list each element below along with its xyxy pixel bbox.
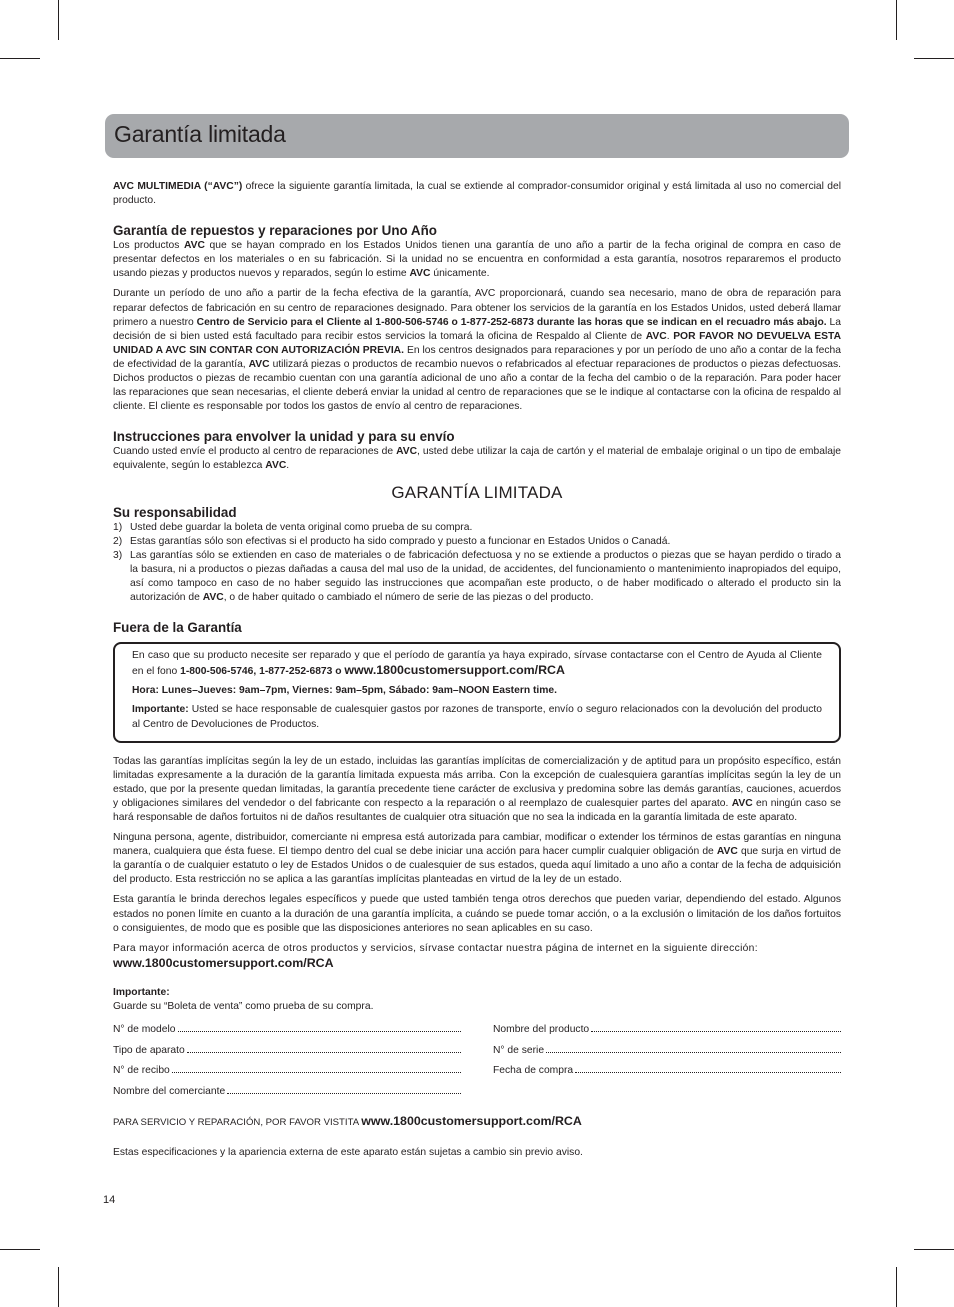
crop-mark-bottom-right-h — [914, 1249, 954, 1250]
responsibility-list — [113, 521, 841, 606]
repairs-paragraph-2: Durante un período de uno año a partir de la fecha efectiva de la garantía, AVC proporcionará, cuando sea necesario, mano de obra de reparación para reparar defectos de fabricación en su centro de reparaciones designado. Para obtener los servicios de la garantía en los Estados Unidos, usted deberá llamar primero a nuestro Centro de Servicio para el Cliente al 1-800-506-5746 o 1-877-252-6873 durante las horas que se indican en el recuadro más abajo. La decisión de si bien usted está facultado para recibir estos servicios la tomará la oficina de Respaldo al Cliente de AVC. POR FAVOR NO DEVUELVA ESTA UNIDAD A AVC SIN CONTAR CON AUTORIZACIÓN PREVIA. En los centros designados para reparaciones y por un período de uno año a contar de la fecha de efectividad de la garantía, AVC utilizará piezas o productos de recambio nuevos o refabricados al efectuar reparaciones de productos o piezas defectuosas. Dichos productos o piezas de recambio cuentan con una garantía adicional de uno año a contar de la fecha del cambio o de la reparación. Para poder hacer las reparaciones que sean necesarias, el cliente deberá enviar la unidad al centro de reparaciones que se le indique al contactarse con la oficina de respaldo al cliente. El cliente es responsable por todos los gastos de envío al centro de reparaciones. — [113, 288, 842, 413]
form-left-column — [113, 1022, 461, 1104]
closing-paragraph-1: Todas las garantías implícitas según la ley de un estado, incluidas las garantías implícitas de comercialización y de aptitud para un propósito específico, están limitadas expresamente a la duración de la garantía limitada expuesta más arriba. Con la excepción de cualesquiera garantías implícitas según la ley de un estado, que por la presente quedan limitadas, la garantía precedente tiene carácter de exclusiva y predomina sobre las demás garantías, cauciones, acuerdos y obligaciones similares del vendedor o del fabricante con respecto a la reparación o al reemplazo de cualesquier partes del aparato. AVC en ningún caso se hará responsable de daños fortuitos ni de daños resultantes de cualquier otra situación que no sea la indicada en la garantía limitada de este aparato. — [113, 755, 841, 823]
intro-paragraph: AVC MULTIMEDIA (“AVC”) ofrece la siguiente garantía limitada, la cual se extiende al comprador-consumidor original y está limitada al uso no comercial del producto. — [113, 181, 841, 207]
list-item: 1) Usted debe guardar la boleta de venta original como prueba de su compra. — [113, 521, 473, 533]
list-item: 3) Las garantías sólo se extienden en caso de materiales o de fabricación defectuosa y no se extiende a productos o piezas que se hayan perdido o tirado a la basura, ni a productos o piezas dañadas a causa del mal uso de la unidad, de accidentes, del funcionamiento o mantenimiento inapropiados del equipo, así como tampoco en caso de no haber seguido las instrucciones que acompañan este producto, o de haber modificado o alterado el producto sin la autorización de AVC, o de haber quitado o cambiado el número de serie de las piezas o del producto. — [113, 549, 841, 604]
crop-mark-top-left-h — [0, 58, 40, 59]
service-line: PARA SERVICIO Y REPARACIÓN, POR FAVOR VISTITA www.1800customersupport.com/RCA — [113, 1114, 582, 1129]
limited-warranty-heading: GARANTÍA LIMITADA — [391, 482, 563, 502]
form-row-product[interactable]: Nombre del producto — [493, 1022, 841, 1043]
list-item: 2) Estas garantías sólo son efectivas si el producto ha sido comprado y puesto a funcionar en Estados Unidos o Canadá. — [113, 535, 671, 547]
closing-paragraph-3: Esta garantía le brinda derechos legales específicos y puede que usted también tenga otros derechos que pueden variar, dependiendo del estado. Algunos estados no ponen límite en cuanto a la duración de una garantía implícita, a cuándo se puede tomar acción, o a la exclusión o limitación de los daños fortuitos o consiguientes, de modo que es posible que las disposiciones anteriores no sean aplicables en su caso. — [113, 894, 841, 934]
purchase-record-form — [113, 1022, 841, 1104]
form-row-date[interactable]: Fecha de compra — [493, 1063, 841, 1084]
closing-paragraph-2: Ninguna persona, agente, distribuidor, comerciante ni empresa está autorizada para cambiar, modificar o extender los términos de estas garantías en ninguna manera, cualquiera que ésta fuese. El tiempo dentro del cual se debe iniciar una acción para hacer cumplir cualquier obligación de AVC que surja en virtud de la garantía o de cualquier estatuto o ley de Estados Unidos o de cualesquier de sus estados, queda aquí limitado a uno año a contar de la fecha de adquisición del producto. Esta restricción no se aplica a las garantías implícitas planteadas en virtud de la ley de un estado. — [113, 832, 841, 886]
page-number: 14 — [103, 1194, 116, 1206]
repairs-heading: Garantía de repuestos y reparaciones por Uno Año — [113, 223, 437, 239]
crop-mark-bottom-right — [896, 1267, 897, 1307]
out-of-warranty-box — [113, 642, 841, 742]
shipping-note: Importante: Usted se hace responsable de cualesquier gastos por razones de transporte, envío o seguro relacionados con la devolución del producto al Centro de Devoluciones de Productos. — [132, 704, 822, 730]
support-link[interactable]: www.1800customersupport.com/RCA — [344, 663, 565, 678]
website-link[interactable]: www.1800customersupport.com/RCA — [113, 955, 334, 970]
record-note: Guarde su “Boleta de venta” como prueba de su compra. — [113, 1001, 374, 1013]
support-contact: En caso que su producto necesite ser reparado y que el período de garantía ya haya expirado, sírvase contactarse con el Centro de Ayuda al Cliente en el fono 1-800-506-5746, 1-877-252-6873 o www.1800customersupport.com/RCA — [132, 650, 822, 678]
responsibility-heading: Su responsabilidad — [113, 504, 237, 520]
form-right-column — [493, 1022, 841, 1104]
record-label: Importante: — [113, 986, 170, 998]
support-hours: Hora: Lunes–Jueves: 9am–7pm, Viernes: 9am–5pm, Sábado: 9am–NOON Eastern time. — [132, 685, 558, 697]
crop-mark-bottom-left-h — [0, 1249, 40, 1250]
form-row-type[interactable]: Tipo de aparato — [113, 1043, 461, 1064]
form-row-serial[interactable]: N° de serie — [493, 1043, 841, 1064]
closing-paragraph-4: Para mayor información acerca de otros productos y servicios, sírvase contactar nuestra página de internet en la siguiente dirección: — [113, 942, 758, 954]
crop-mark-top-left — [58, 0, 59, 40]
form-row-receipt[interactable]: N° de recibo — [113, 1063, 461, 1084]
crop-mark-bottom-left — [58, 1267, 59, 1307]
disclaimer: Estas especificaciones y la apariencia externa de este aparato están sujetas a cambio sin previo aviso. — [113, 1147, 583, 1159]
crop-mark-top-right-h — [914, 58, 954, 59]
service-link[interactable]: www.1800customersupport.com/RCA — [361, 1114, 582, 1129]
repairs-paragraph-1: Los productos AVC que se hayan comprado en los Estados Unidos tienen una garantía de uno año a partir de la fecha original de compra en caso de presentar defectos en los materiales o en su fabricación. Si la unidad no se encuentra en conformidad a esta garantía, nosotros repararemos el producto usando piezas y productos nuevos y reparados, según lo estime AVC únicamente. — [113, 240, 841, 280]
form-row-model[interactable]: N° de modelo — [113, 1022, 461, 1043]
crop-mark-top-right — [896, 0, 897, 40]
page-title: Garantía limitada — [114, 121, 286, 147]
form-row-dealer[interactable]: Nombre del comerciante — [113, 1084, 461, 1105]
document-body — [113, 180, 841, 1160]
out-of-warranty-heading: Fuera de la Garantía — [113, 620, 242, 636]
title-banner — [105, 114, 849, 158]
packing-heading: Instrucciones para envolver la unidad y para su envío — [113, 429, 455, 445]
packing-paragraph: Cuando usted envíe el producto al centro de reparaciones de AVC, usted debe utilizar la caja de cartón y el material de embalaje original o un tipo de embalaje equivalente, según lo establezca AVC. — [113, 446, 841, 472]
